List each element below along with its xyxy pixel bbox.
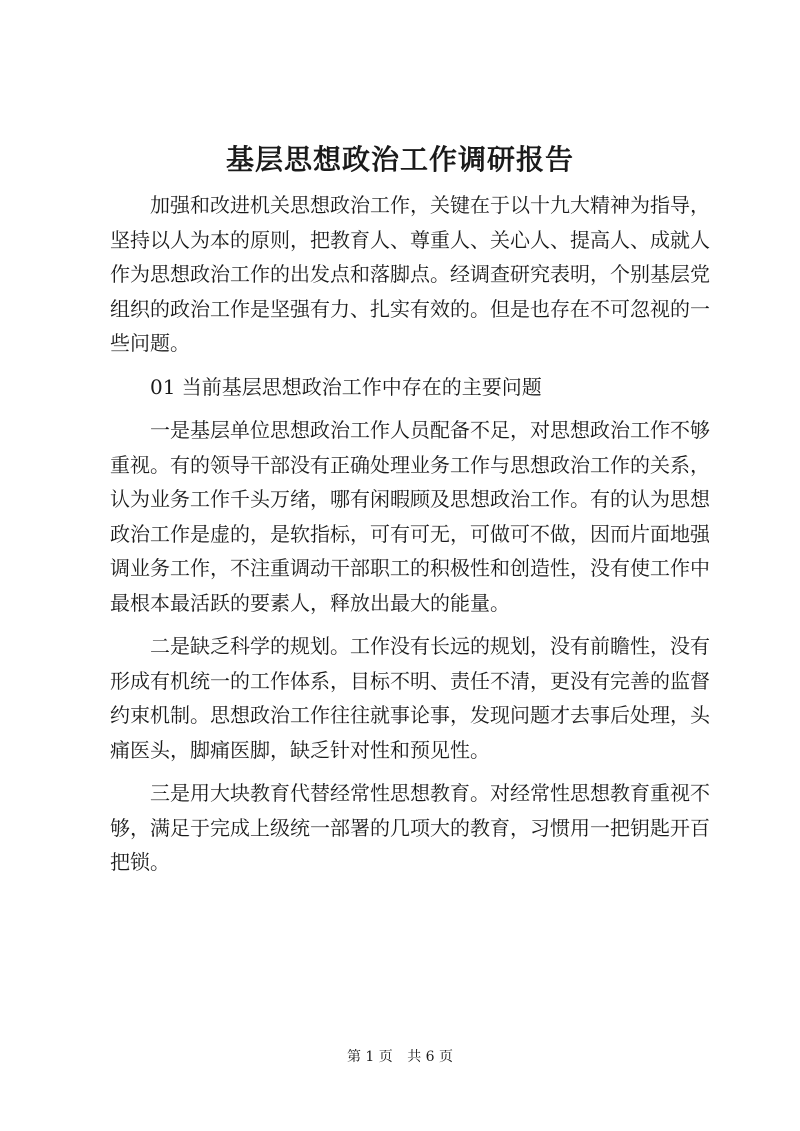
document-title: 基层思想政治工作调研报告 [225, 143, 574, 176]
paragraph-issue-2: 二是缺乏科学的规划。工作没有长远的规划，没有前瞻性，没有形成有机统一的工作体系，目标不明、责任不清，更没有完善的监督约束机制。思想政治工作往往就事论事，发现问题才去事后处理，头痛医头，脚痛医脚，缺乏针对性和预见性。 [110, 634, 710, 762]
paragraph-intro: 加强和改进机关思想政治工作，关键在于以十九大精神为指导，坚持以人为本的原则，把教育人、尊重人、关心人、提高人、成就人作为思想政治工作的出发点和落脚点。经调查研究表明，个别基层党组织的政治工作是坚强有力、扎实有效的。但是也存在不可忽视的一些问题。 [110, 193, 710, 355]
paragraph-issue-1: 一是基层单位思想政治工作人员配备不足，对思想政治工作不够重视。有的领导干部没有正确处理业务工作与思想政治工作的关系，认为业务工作千头万绪，哪有闲暇顾及思想政治工作。有的认为思想政治工作是虚的，是软指标，可有可无，可做可不做，因而片面地强调业务工作，不注重调动干部职工的积极性和创造性，没有使工作中最根本最活跃的要素人，释放出最大的能量。 [110, 418, 710, 615]
page-footer [0, 1046, 800, 1066]
paragraph-issue-3: 三是用大块教育代替经常性思想教育。对经常性思想教育重视不够，满足于完成上级统一部署的几项大的教育，习惯用一把钥匙开百把锁。 [110, 781, 710, 874]
document-body [110, 188, 710, 889]
section-heading: 01 当前基层思想政治工作中存在的主要问题 [150, 374, 542, 399]
page-total: 共 6 页 [407, 1049, 454, 1065]
page-number: 第 1 页 [346, 1049, 393, 1065]
